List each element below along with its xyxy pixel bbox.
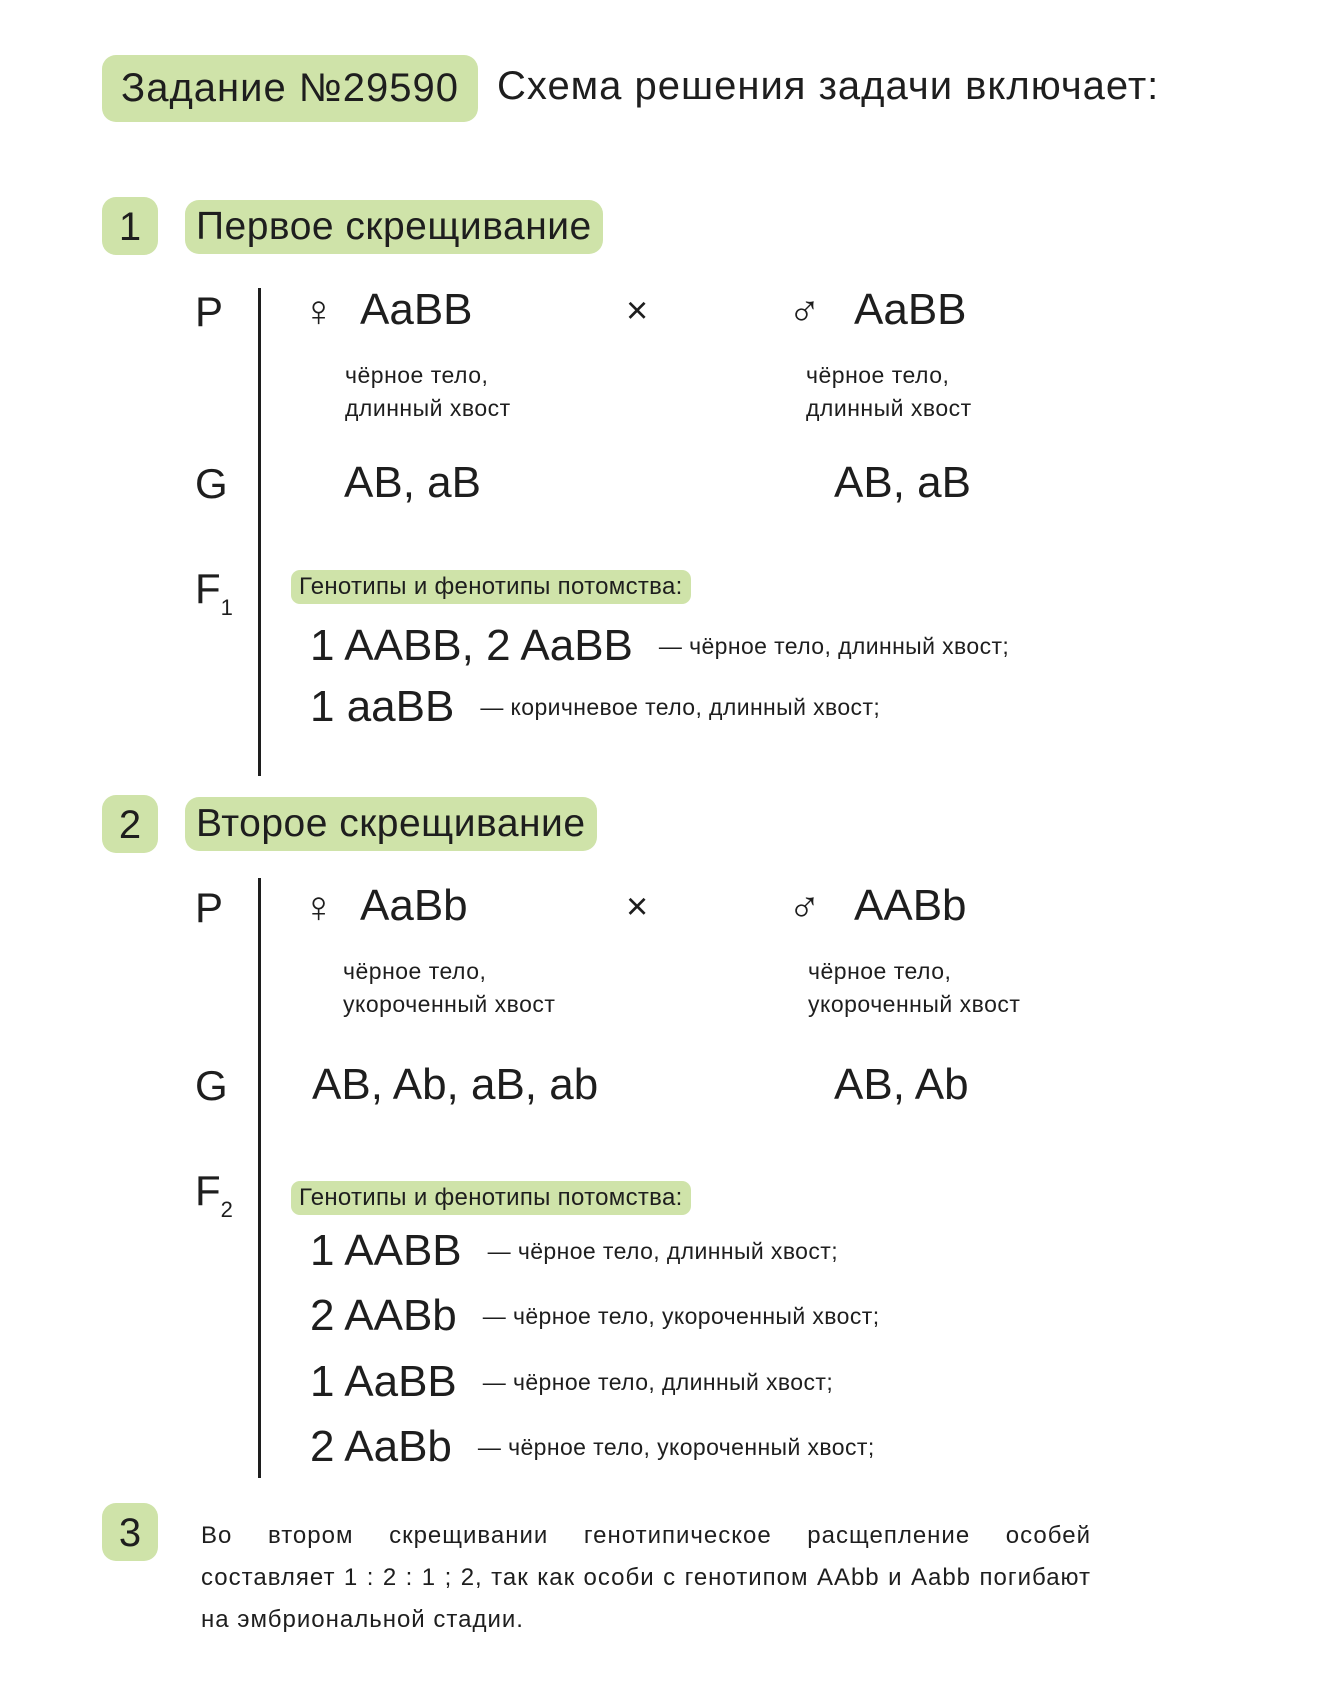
phenotype-line: длинный хвост: [345, 395, 511, 421]
section-1-female-phenotype: [345, 359, 511, 425]
section-2-female-gametes: AB, Ab, aB, ab: [312, 1060, 599, 1109]
section-1-f-letter: F: [195, 565, 221, 612]
phenotype-line: чёрное тело,: [343, 958, 487, 984]
section-2-title: Второе скрещивание: [185, 797, 597, 851]
section-1-divider: [258, 288, 261, 776]
offspring-phenotype: — чёрное тело, укороченный хвост;: [482, 1302, 880, 1329]
cross-icon: ×: [626, 290, 649, 332]
section-1-female-gametes: AB, aB: [344, 458, 481, 507]
section-1-title: Первое скрещивание: [185, 200, 603, 254]
section-2-male-gametes: AB, Ab: [834, 1060, 969, 1109]
section-3-number: 3: [102, 1503, 158, 1561]
offspring-phenotype: — коричневое тело, длинный хвост;: [480, 693, 881, 720]
phenotype-line: укороченный хвост: [808, 991, 1021, 1017]
section-2-divider: [258, 878, 261, 1478]
section-2-gametes-label: G: [195, 1062, 228, 1109]
section-2-f-subscript: 2: [220, 1197, 233, 1222]
offspring-genotype: 2 AABb: [310, 1291, 457, 1340]
section-2-male-genotype: AABb: [854, 881, 967, 930]
section-1-number: 1: [102, 197, 158, 255]
section-1-female-genotype: AaBB: [360, 285, 473, 334]
female-icon: ♀: [302, 287, 335, 336]
phenotype-line: укороченный хвост: [343, 991, 556, 1017]
section-1-male-gametes: AB, aB: [834, 458, 971, 507]
offspring-genotype: 1 AaBB: [310, 1357, 457, 1406]
offspring-genotype: 1 AABB, 2 AaBB: [310, 621, 633, 670]
phenotype-line: длинный хвост: [806, 395, 972, 421]
female-icon: ♀: [302, 883, 335, 932]
section-1-offspring-label: Генотипы и фенотипы потомства:: [291, 570, 691, 604]
offspring-genotype: 2 AaBb: [310, 1422, 452, 1471]
section-2-parents-label: P: [195, 884, 224, 931]
section-1-f-subscript: 1: [220, 595, 233, 620]
section-2-offspring-label: Генотипы и фенотипы потомства:: [291, 1181, 691, 1215]
section-1-parents-label: P: [195, 288, 224, 335]
offspring-genotype: 1 aaBB: [310, 682, 455, 731]
section-2-female-genotype: AaBb: [360, 881, 468, 930]
page-title: Схема решения задачи включает:: [497, 64, 1160, 108]
offspring-row: [310, 1357, 833, 1407]
section-1-male-genotype: AaBB: [854, 285, 967, 334]
phenotype-line: чёрное тело,: [806, 362, 950, 388]
offspring-phenotype: — чёрное тело, укороченный хвост;: [477, 1433, 875, 1460]
cross-icon: ×: [626, 886, 649, 928]
offspring-row: [310, 1291, 879, 1341]
phenotype-line: чёрное тело,: [808, 958, 952, 984]
task-number-label: Задание №29590: [121, 66, 459, 110]
offspring-row: [310, 1422, 875, 1472]
section-2-f-letter: F: [195, 1167, 221, 1214]
section-1-male-phenotype: [806, 359, 972, 425]
male-icon: ♂: [788, 287, 821, 336]
offspring-row: [310, 621, 1009, 671]
conclusion-text: Во втором скрещивании генотипическое расщепление особей составляет 1 : 2 : 1 ; 2, так как особи с генотипом AAbb и Aabb погибают на эмбриональной стадии.: [201, 1522, 1091, 1633]
section-2-female-phenotype: [343, 955, 555, 1021]
offspring-row: [310, 682, 880, 732]
section-1-gametes-label: G: [195, 460, 228, 507]
section-2-number: 2: [102, 795, 158, 853]
section-2-f-label: [195, 1167, 233, 1222]
section-2-male-phenotype: [808, 955, 1020, 1021]
offspring-genotype: 1 AABB: [310, 1226, 462, 1275]
offspring-phenotype: — чёрное тело, длинный хвост;: [658, 632, 1010, 659]
phenotype-line: чёрное тело,: [345, 362, 489, 388]
task-number-badge: [102, 55, 478, 122]
section-1-f-label: [195, 565, 233, 620]
offspring-row: [310, 1226, 838, 1276]
male-icon: ♂: [788, 883, 821, 932]
offspring-phenotype: — чёрное тело, длинный хвост;: [487, 1237, 838, 1264]
offspring-phenotype: — чёрное тело, длинный хвост;: [482, 1368, 834, 1395]
